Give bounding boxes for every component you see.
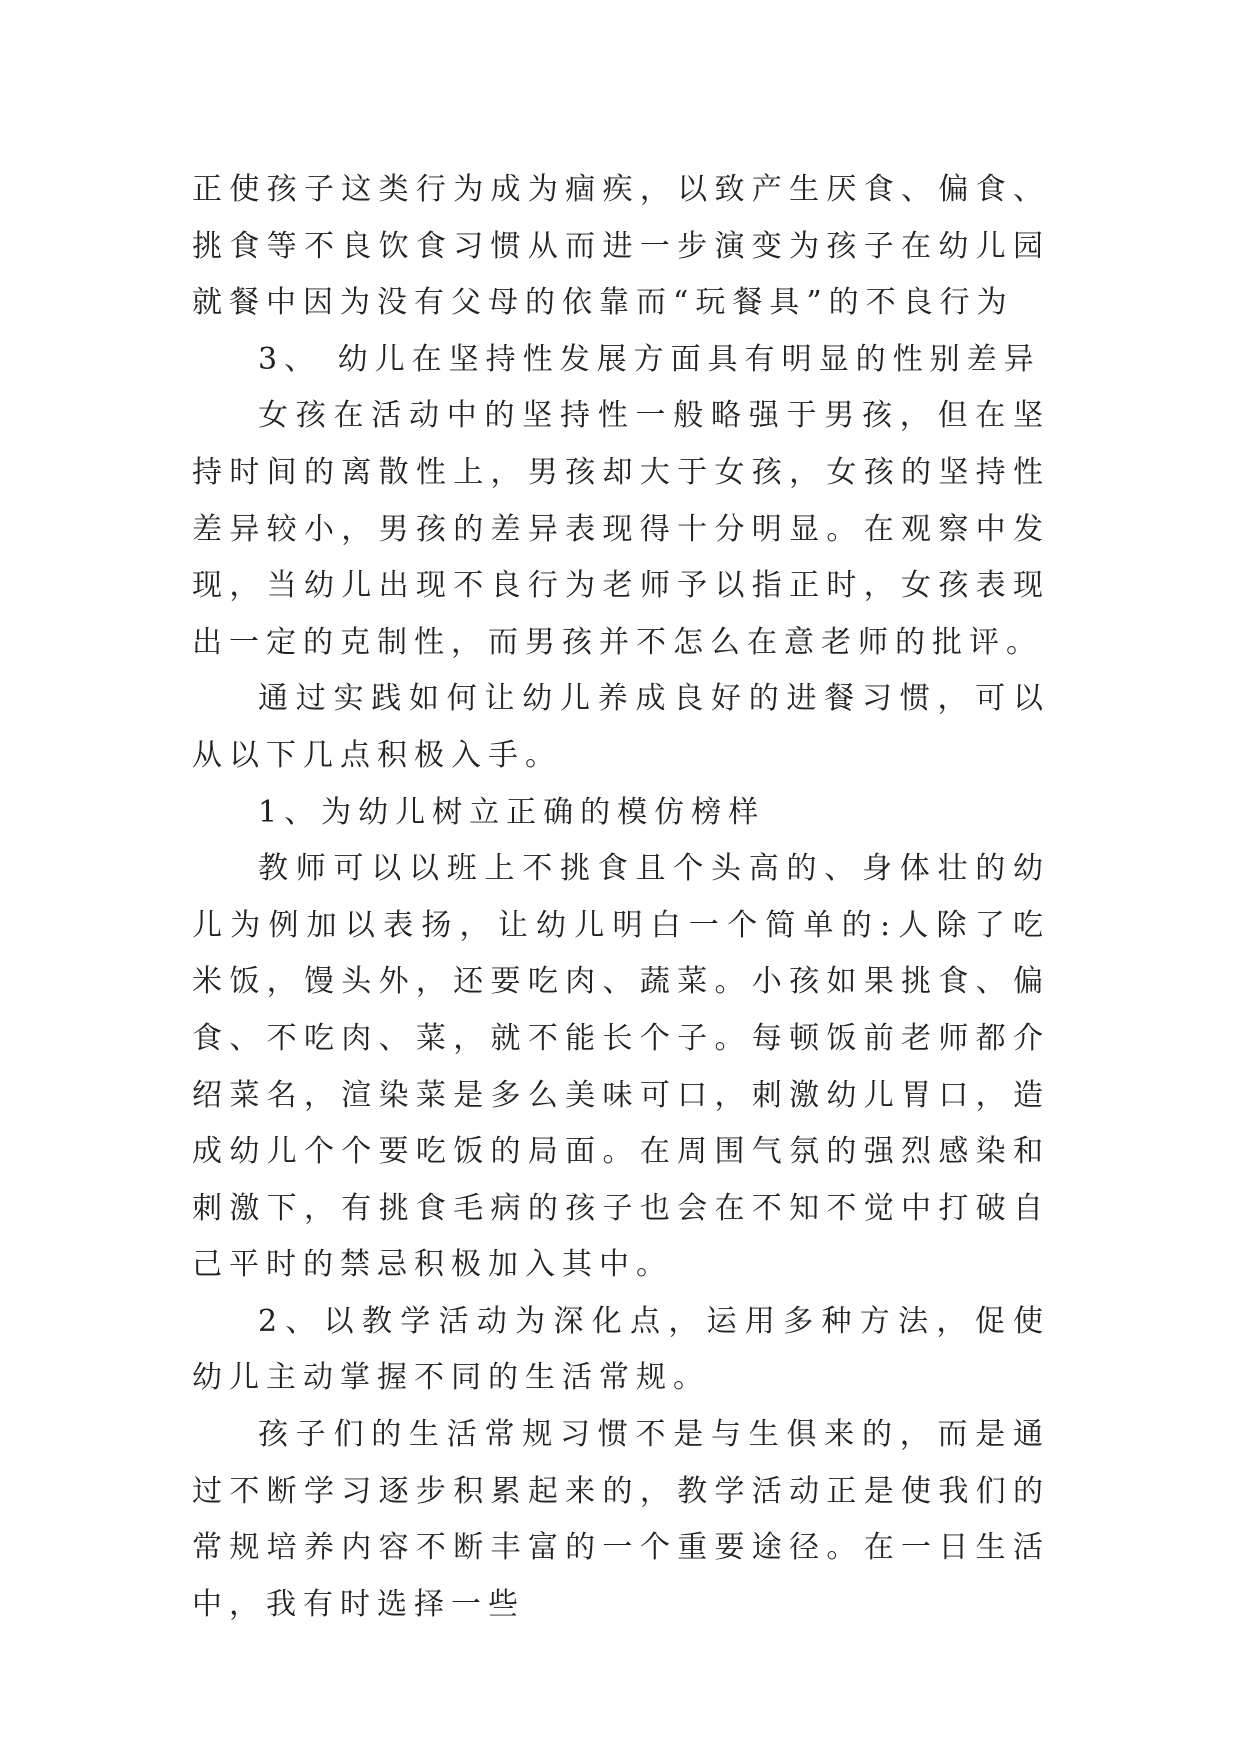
paragraph-teacher-example: 教师可以以班上不挑食且个头高的、身体壮的幼儿为例加以表扬，让幼儿明白一个简单的:人除了吃米饭，馒头外，还要吃肉、蔬菜。小孩如果挑食、偏食、不吃肉、菜，就不能长个子。每顿饭前老师都介绍菜名，渲染菜是多么美味可口，刺激幼儿胃口，造成幼儿个个要吃饭的局面。在周围气氛的强烈感染和刺激下，有挑食毛病的孩子也会在不知不觉中打破自己平时的禁忌积极加入其中。 [192, 851, 1050, 1283]
paragraph-gender-difference: 女孩在活动中的坚持性一般略强于男孩，但在坚持时间的离散性上，男孩却大于女孩，女孩的坚持性差异较小，男孩的差异表现得十分明显。在观察中发现，当幼儿出现不良行为老师予以指正时，女孩表现出一定的克制性，而男孩并不怎么在意老师的批评。 [192, 398, 1050, 660]
document-body [192, 162, 1050, 1633]
section-heading-1: 1、为幼儿树立正确的模仿榜样 [258, 794, 766, 830]
paragraph-daily-routine: 孩子们的生活常规习惯不是与生俱来的，而是通过不断学习逐步积累起来的，教学活动正是使我们的常规培养内容不断丰富的一个重要途径。在一日生活中，我有时选择一些 [192, 1417, 1050, 1622]
section-heading-2: 2、以教学活动为深化点，运用多种方法，促使幼儿主动掌握不同的生活常规。 [192, 1303, 1050, 1396]
paragraph-continuation: 正使孩子这类行为成为痼疾，以致产生厌食、偏食、挑食等不良饮食习惯从而进一步演变为孩子在幼儿园就餐中因为没有父母的依靠而“玩餐具”的不良行为 [192, 172, 1050, 321]
paragraph-practice-intro: 通过实践如何让幼儿养成良好的进餐习惯，可以从以下几点积极入手。 [192, 681, 1050, 773]
section-heading-3: 3、 幼儿在坚持性发展方面具有明显的性别差异 [258, 341, 1041, 377]
